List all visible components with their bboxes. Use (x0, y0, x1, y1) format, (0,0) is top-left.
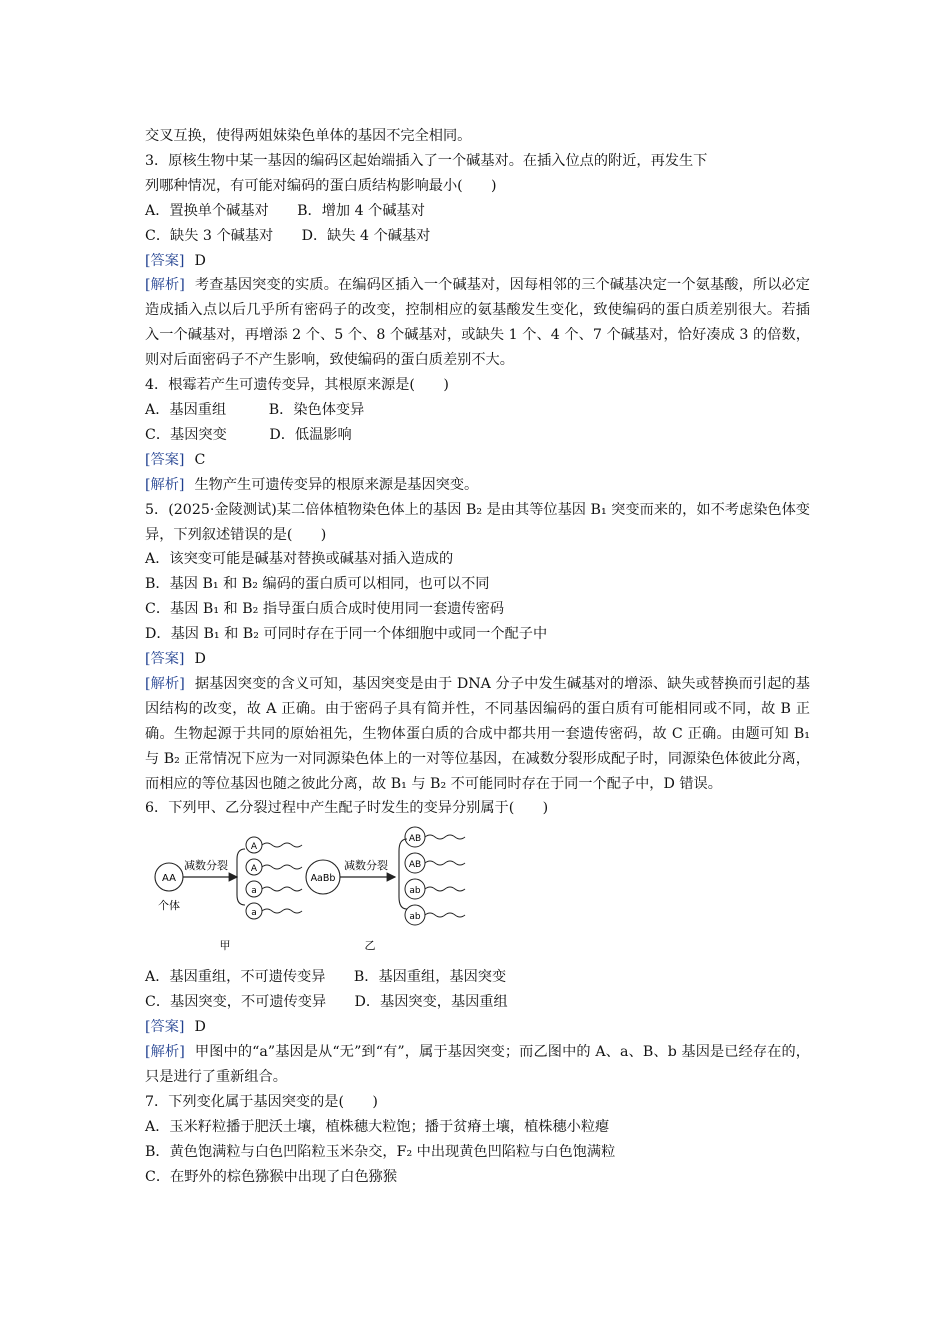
answer-value: D (194, 1019, 206, 1036)
sperm-tail (262, 865, 302, 869)
gamete-label: AB (408, 860, 422, 871)
q4-options-cd: C．基因突变 D．低温影响 (145, 426, 352, 443)
q5-option-d: D．基因 B₁ 和 B₂ 可同时存在于同一个体细胞中或同一个配子中 (145, 626, 548, 643)
q6-stem: 6．下列甲、乙分裂过程中产生配子时发生的变异分别属于( ) (145, 800, 549, 817)
analysis-tag: [解析] (145, 277, 185, 294)
analysis-text: 考查基因突变的实质。在编码区插入一个碱基对，因每相邻的三个碱基决定一个氨基酸，所以必定造成插入点以后几乎所有密码子的改变，控制相应的氨基酸发生变化，致使编码的蛋白质差别很大。若插入一个碱基对，再增添 2 个、5 个、8 个碱基对，或缺失 1 个、4 个、7 个碱基对，恰好凑成 3 的倍数，则对后面密码子不产生影响，致使编码的蛋白质差别不大。 (145, 277, 810, 369)
individual-label: 个体 (158, 899, 180, 913)
analysis-tag: [解析] (145, 1044, 185, 1061)
sperm-tail (425, 835, 465, 839)
caption-jia: 甲 (219, 939, 231, 953)
gamete-label: ab (409, 886, 421, 897)
meiosis-label-left: 减数分裂 (184, 859, 228, 873)
answer-tag: [答案] (145, 651, 185, 668)
q3-options-ab: A．置换单个碱基对 B．增加 4 个碱基对 (145, 202, 425, 219)
q3-stem-line-2: 列哪种情况，有可能对编码的蛋白质结构影响最小( ) (145, 177, 497, 194)
answer-value: D (194, 252, 206, 269)
sperm-tail (425, 887, 465, 891)
q7-option-c: C．在野外的棕色猕猴中出现了白色猕猴 (145, 1168, 398, 1185)
q4-answer (145, 448, 810, 473)
q7-option-a: A．玉米籽粒播于肥沃土壤，植株穗大粒饱；播于贫瘠土壤，植株穗小粒瘪 (145, 1118, 610, 1135)
sperm-tail (425, 861, 465, 865)
analysis-tag: [解析] (145, 476, 185, 493)
analysis-tag: [解析] (145, 675, 185, 692)
q5-analysis (145, 672, 810, 797)
answer-tag: [答案] (145, 252, 185, 269)
parent-genotype-aa: AA (162, 873, 176, 885)
q7-option-b: B．黄色饱满粒与白色凹陷粒玉米杂交，F₂ 中出现黄色凹陷粒与白色饱满粒 (145, 1143, 616, 1160)
answer-tag: [答案] (145, 1019, 185, 1036)
q3-options-cd: C．缺失 3 个碱基对 D．缺失 4 个碱基对 (145, 227, 431, 244)
answer-value: D (194, 651, 206, 668)
analysis-text: 甲图中的“a”基因是从“无”到“有”，属于基因突变；而乙图中的 A、a、B、b 基因是已经存在的，只是进行了重新组合。 (145, 1044, 810, 1085)
q6-analysis (145, 1040, 810, 1090)
q3-analysis (145, 273, 810, 373)
meiosis-figure (145, 825, 810, 963)
analysis-text: 生物产生可遗传变异的根原来源是基因突变。 (194, 476, 479, 493)
q5-option-a: A．该突变可能是碱基对替换或碱基对插入造成的 (145, 551, 454, 568)
gamete-label: a (251, 886, 257, 897)
q5-option-b: B．基因 B₁ 和 B₂ 编码的蛋白质可以相同，也可以不同 (145, 576, 490, 593)
q3-answer (145, 249, 810, 274)
q5-answer (145, 647, 810, 672)
gamete-label: A (250, 864, 258, 875)
bracket-right (399, 839, 407, 909)
q4-analysis (145, 473, 810, 498)
q6-answer (145, 1015, 810, 1040)
caption-yi: 乙 (364, 939, 376, 953)
gamete-label: AB (408, 834, 422, 845)
meiosis-diagram (145, 825, 665, 963)
meiosis-label-right: 减数分裂 (344, 859, 388, 873)
q5-option-c: C．基因 B₁ 和 B₂ 指导蛋白质合成时使用同一套遗传密码 (145, 601, 505, 618)
gamete-label: ab (409, 912, 421, 923)
intro-text: 交叉互换，使得两姐妹染色单体的基因不完全相同。 (145, 128, 472, 144)
bracket-left (237, 849, 245, 905)
sperm-tail (262, 909, 302, 913)
gamete-label: A (250, 842, 258, 853)
answer-value: C (194, 451, 206, 468)
sperm-tail (425, 913, 465, 917)
q6-options-ab: A．基因重组，不可遗传变异 B．基因重组，基因突变 (145, 969, 507, 986)
sperm-tail (262, 887, 302, 891)
analysis-text: 据基因突变的含义可知，基因突变是由于 DNA 分子中发生碱基对的增添、缺失或替换而引起的基因结构的改变，故 A 正确。由于密码子具有简并性，不同基因编码的蛋白质有可能相同或不同，故 B 正确。生物起源于共同的原始祖先，生物体蛋白质的合成中都共用一套遗传密码，故 C 正确。由题可知 B₁ 与 B₂ 正常情况下应为一对同源染色体上的一对等位基因，在减数分裂形成配子时，同源染色体彼此分离，而相应的等位基因也随之彼此分离，故 B₁ 与 B₂ 不可能同时存在于同一个配子中，D 错误。 (145, 675, 810, 792)
q4-options-ab: A．基因重组 B．染色体变异 (145, 401, 365, 418)
gamete-label: a (251, 908, 257, 919)
q3-stem-line-1: 3．原核生物中某一基因的编码区起始端插入了一个碱基对。在插入位点的附近，再发生下 (145, 152, 708, 169)
q7-stem: 7．下列变化属于基因突变的是( ) (145, 1093, 378, 1110)
document-page (145, 124, 810, 1190)
parent-genotype-aabb: AaBb (310, 873, 336, 885)
sperm-tail (262, 843, 302, 847)
q6-options-cd: C．基因突变，不可遗传变异 D．基因突变，基因重组 (145, 994, 508, 1011)
answer-tag: [答案] (145, 451, 185, 468)
q4-stem: 4．根霉若产生可遗传变异，其根原来源是( ) (145, 377, 449, 394)
q5-stem: 5．(2025·金陵测试)某二倍体植物染色体上的基因 B₂ 是由其等位基因 B₁ 突变而来的，如不考虑染色体变异，下列叙述错误的是( ) (145, 501, 810, 543)
